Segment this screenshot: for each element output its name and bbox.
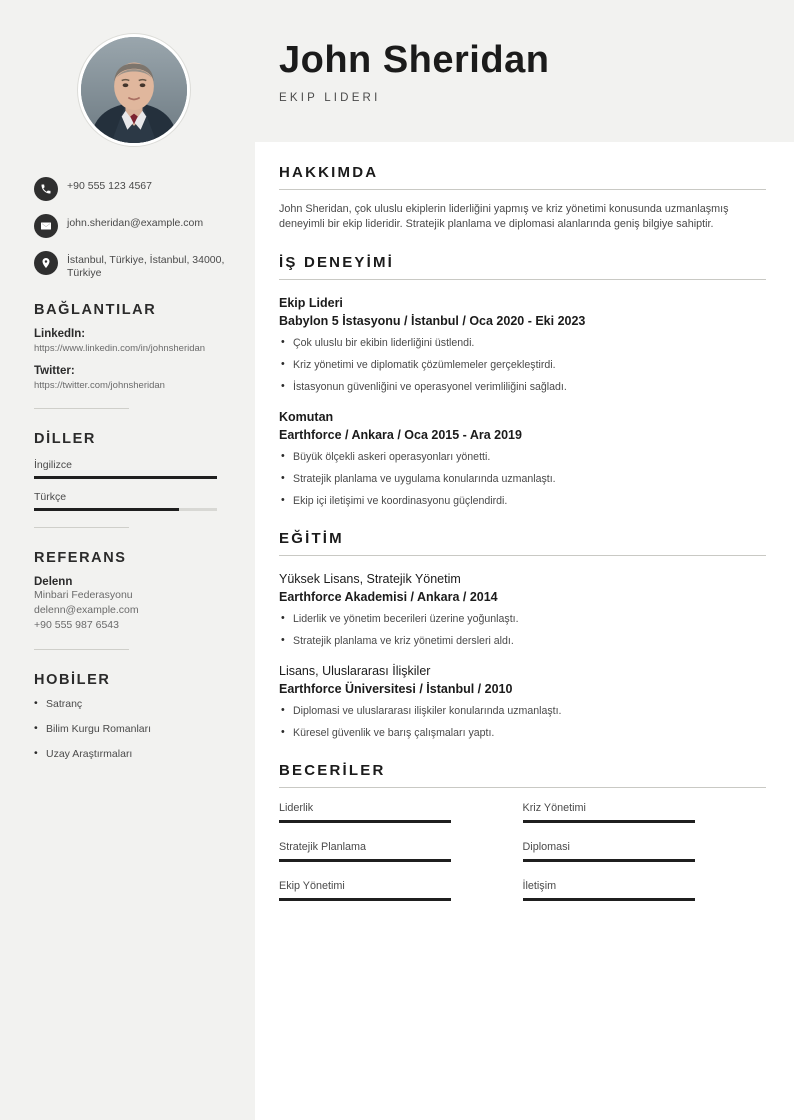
education-title: Lisans, Uluslararası İlişkiler [279, 664, 431, 678]
header-band [255, 0, 794, 142]
contact-phone-text: +90 555 123 4567 [67, 180, 152, 192]
skill-item [279, 802, 523, 823]
education-title: Yüksek Lisans, Stratejik Yönetim [279, 572, 461, 586]
section-rule [279, 555, 766, 556]
education-bullet: • Stratejik planlama ve kriz yönetimi dersleri aldı. [279, 634, 766, 648]
skill-level-bar [279, 859, 451, 862]
education-bullet: • Küresel güvenlik ve barış çalışmaları yaptı. [279, 726, 766, 740]
language-level-fill [34, 508, 179, 511]
skill-item [523, 880, 767, 901]
skill-item [279, 841, 523, 862]
language-item [34, 491, 233, 511]
skill-level-bar [523, 820, 695, 823]
skill-item [523, 841, 767, 862]
link-twitter-label: Twitter: [34, 365, 75, 377]
contact-email-text: john.sheridan@example.com [67, 217, 204, 229]
reference-name: Delenn [34, 576, 73, 588]
skill-name: Diplomasi [522, 841, 570, 853]
about-text: John Sheridan, çok uluslu ekiplerin liderliğini yapmış ve kriz yönetimi konusunda uzmanlaşmış deneyimli bir ekip lideridir. Stratejik planlama ve diplomasi alanlarında geniş bilgiye sahiptir. [279, 203, 729, 230]
experience-meta: Babylon 5 İstasyonu / İstanbul / Oca 2020 - Eki 2023 [279, 314, 586, 328]
skill-name: Kriz Yönetimi [522, 802, 586, 814]
language-level-fill [34, 476, 217, 479]
link-twitter-url[interactable]: https://twitter.com/johnsheridan [34, 380, 165, 391]
language-name: İngilizce [34, 459, 72, 471]
skill-level-bar [523, 859, 695, 862]
skills-grid [279, 802, 766, 919]
sidebar-heading-links: BAĞLANTILAR [34, 302, 157, 318]
education-meta: Earthforce Akademisi / Ankara / 2014 [279, 590, 498, 604]
experience-bullet: • İstasyonun güvenliğini ve operasyonel verimliliğini sağladı. [279, 380, 766, 394]
language-level-bar [34, 476, 217, 479]
page-title: John Sheridan [279, 39, 550, 81]
skill-level-fill [523, 820, 695, 823]
experience-bullet: • Büyük ölçekli askeri operasyonları yönetti. [279, 450, 766, 464]
education-meta: Earthforce Üniversitesi / İstanbul / 2010 [279, 682, 513, 696]
skill-name: Liderlik [279, 802, 314, 814]
experience-entry [279, 296, 766, 394]
education-bullet: • Liderlik ve yönetim becerileri üzerine yoğunlaştı. [279, 612, 766, 626]
divider [34, 527, 129, 528]
section-rule [279, 279, 766, 280]
experience-bullet: • Çok uluslu bir ekibin liderliğini üstlendi. [279, 336, 766, 350]
divider [34, 408, 129, 409]
avatar [34, 34, 233, 146]
language-name: Türkçe [34, 491, 67, 503]
section-heading-skills: BECERİLER [279, 762, 386, 779]
education-bullet: • Diplomasi ve uluslararası ilişkiler konularında uzmanlaştı. [279, 704, 766, 718]
experience-title: Ekip Lideri [279, 296, 343, 310]
skill-name: Ekip Yönetimi [279, 880, 345, 892]
profile-photo [78, 34, 190, 146]
divider [34, 649, 129, 650]
skill-level-fill [279, 820, 451, 823]
reference-phone[interactable]: +90 555 987 6543 [34, 619, 119, 631]
skill-level-fill [279, 898, 451, 901]
reference-email[interactable]: delenn@example.com [34, 604, 139, 616]
skill-item [523, 802, 767, 823]
experience-entry [279, 410, 766, 508]
skill-item [279, 880, 523, 901]
main-body [255, 164, 794, 919]
main-content [255, 0, 794, 1120]
section-heading-experience: İŞ DENEYİMİ [279, 254, 395, 271]
contact-address [34, 250, 233, 280]
skill-name: İletişim [522, 880, 557, 892]
list-item: • Uzay Araştırmaları [34, 748, 233, 760]
skill-level-bar [279, 898, 451, 901]
education-entry [279, 572, 766, 648]
sidebar-heading-reference: REFERANS [34, 550, 127, 566]
experience-bullet: • Kriz yönetimi ve diplomatik çözümlemeler gerçekleştirdi. [279, 358, 766, 372]
list-item: • Satranç [34, 698, 233, 710]
section-heading-education: EĞİTİM [279, 530, 344, 547]
skill-level-bar [279, 820, 451, 823]
sidebar [0, 0, 255, 1120]
skill-level-fill [523, 898, 695, 901]
contact-email[interactable] [34, 213, 233, 238]
section-rule [279, 189, 766, 190]
language-level-bar [34, 508, 217, 511]
sidebar-heading-hobbies: HOBİLER [34, 672, 111, 688]
link-linkedin[interactable] [34, 328, 233, 355]
section-rule [279, 787, 766, 788]
experience-meta: Earthforce / Ankara / Oca 2015 - Ara 2019 [279, 428, 522, 442]
reference-organization: Minbari Federasyonu [34, 589, 133, 601]
skill-level-fill [523, 859, 695, 862]
skill-level-bar [523, 898, 695, 901]
experience-bullet: • Ekip içi iletişimi ve koordinasyonu güçlendirdi. [279, 494, 766, 508]
link-linkedin-label: LinkedIn: [34, 328, 86, 340]
education-entry [279, 664, 766, 740]
link-twitter[interactable] [34, 365, 233, 392]
job-role-subtitle: EKIP LIDERI [279, 92, 381, 104]
list-item: • Bilim Kurgu Romanları [34, 723, 233, 735]
skill-level-fill [279, 859, 451, 862]
sidebar-heading-languages: DİLLER [34, 431, 96, 447]
contact-list [34, 176, 233, 280]
link-linkedin-url[interactable]: https://www.linkedin.com/in/johnsheridan [34, 343, 206, 354]
contact-address-text: İstanbul, Türkiye, İstanbul, 34000, Türkiye [67, 254, 225, 279]
section-heading-about: HAKKIMDA [279, 164, 379, 181]
location-pin-icon [34, 251, 58, 275]
skill-name: Stratejik Planlama [279, 841, 367, 853]
contact-phone[interactable] [34, 176, 233, 201]
language-item [34, 459, 233, 479]
phone-icon [34, 177, 58, 201]
experience-title: Komutan [279, 410, 334, 424]
envelope-icon [34, 214, 58, 238]
experience-bullet: • Stratejik planlama ve uygulama konularında uzmanlaştı. [279, 472, 766, 486]
